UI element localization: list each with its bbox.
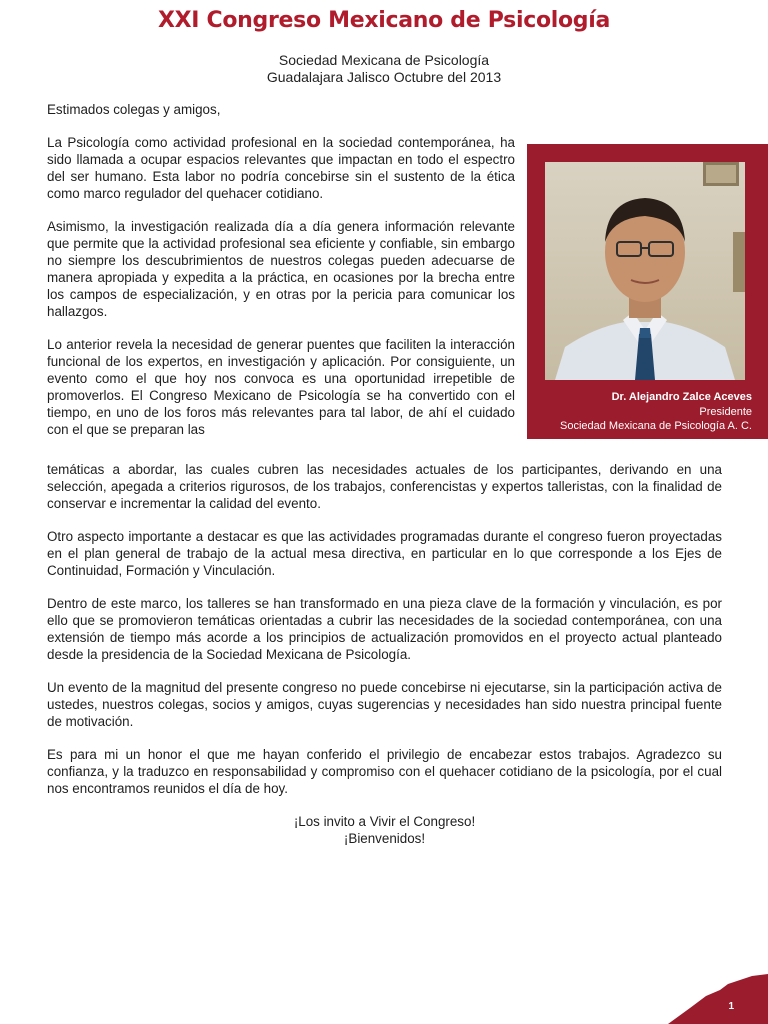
letter-body-bottom: [47, 461, 722, 847]
event-location-date: Guadalajara Jalisco Octubre del 2013: [266, 69, 502, 85]
greeting: Estimados colegas y amigos,: [47, 102, 221, 117]
paragraph-3: Lo anterior revela la necesidad de generar puentes que faciliten la interacción funcional de los expertos, en investigación y aplicación. Por consiguiente, un evento como el que hoy nos convoca es una oportunidad irrepetible de promoverlos. El Congreso Mexicano de Psicología se ha convertido con el tiempo, en uno de los foros más relevantes para tal labor, de ahí el cuidado con el que se preparan las: [47, 337, 515, 437]
document-title: XXI Congreso Mexicano de Psicología: [157, 8, 611, 33]
closing-welcome: ¡Bienvenidos!: [343, 831, 426, 846]
paragraph-7: Es para mi un honor el que me hayan conferido el privilegio de encabezar estos trabajos. Agradezco su confianza, y la traduzco en responsabilidad y compromiso con el quehacer cotidiano de la psicología, por el cual nos encontramos reunidos el día de hoy.: [47, 747, 722, 796]
paragraph-5: Dentro de este marco, los talleres se han transformado en una pieza clave de la formación y vinculación, es por ello que se promovieron temáticas orientadas a cubrir las necesidades de la sociedad contemporánea, con una extensión de tiempo más acorde a los principios de actualización promovidos en el proyecto actual planteado desde la presidencia de la Sociedad Mexicana de Psicología.: [47, 596, 722, 662]
page-corner-decoration: [668, 974, 768, 1024]
organization-name: Sociedad Mexicana de Psicología: [278, 52, 490, 68]
photo-caption: [560, 390, 752, 434]
president-photo-panel: [527, 144, 768, 439]
caption-name: Dr. Alejandro Zalce Aceves: [611, 391, 752, 403]
caption-organization: Sociedad Mexicana de Psicología A. C.: [559, 420, 752, 432]
paragraph-1: La Psicología como actividad profesional en la sociedad contemporánea, ha sido llamada a ocupar espacios relevantes que impactan en todo el espectro del ser humano. Esta labor no podría concebirse sin el sustento de la ética como marco regulador del quehacer cotidiano.: [47, 135, 515, 201]
paragraph-2: Asimismo, la investigación realizada día a día genera información relevante que permite que la actividad profesional sea eficiente y confiable, sin embargo no siempre los descubrimientos de nuestros colegas pueden adecuarse de manera apropiada y expedita a la práctica, en ocasiones por la brecha entre los campos de especialización, y en otras por la pericia para comunicar los hallazgos.: [47, 219, 515, 319]
caption-role: Presidente: [699, 405, 752, 418]
president-portrait: [545, 162, 745, 380]
closing-invitation: ¡Los invito a Vivir el Congreso!: [293, 814, 476, 829]
paragraph-6: Un evento de la magnitud del presente congreso no puede concebirse ni ejecutarse, sin la participación activa de ustedes, nuestros colegas, socios y amigos, cuyas sugerencias y necesidades han sido nuestra principal fuente de motivación.: [47, 680, 722, 729]
paragraph-3-continued: temáticas a abordar, las cuales cubren las necesidades actuales de los participantes, derivando en una selección, apegada a criterios rigurosos, de los trabajos, conferencistas y expertos talleristas, con la finalidad de conservar e incrementar la calidad del evento.: [47, 462, 722, 511]
paragraph-4: Otro aspecto importante a destacar es que las actividades programadas durante el congreso fueron proyectadas en el plan general de trabajo de la actual mesa directiva, en particular en lo que corresponde a los Ejes de Continuidad, Formación y Vinculación.: [47, 529, 722, 578]
page-number: 1: [728, 1001, 734, 1012]
